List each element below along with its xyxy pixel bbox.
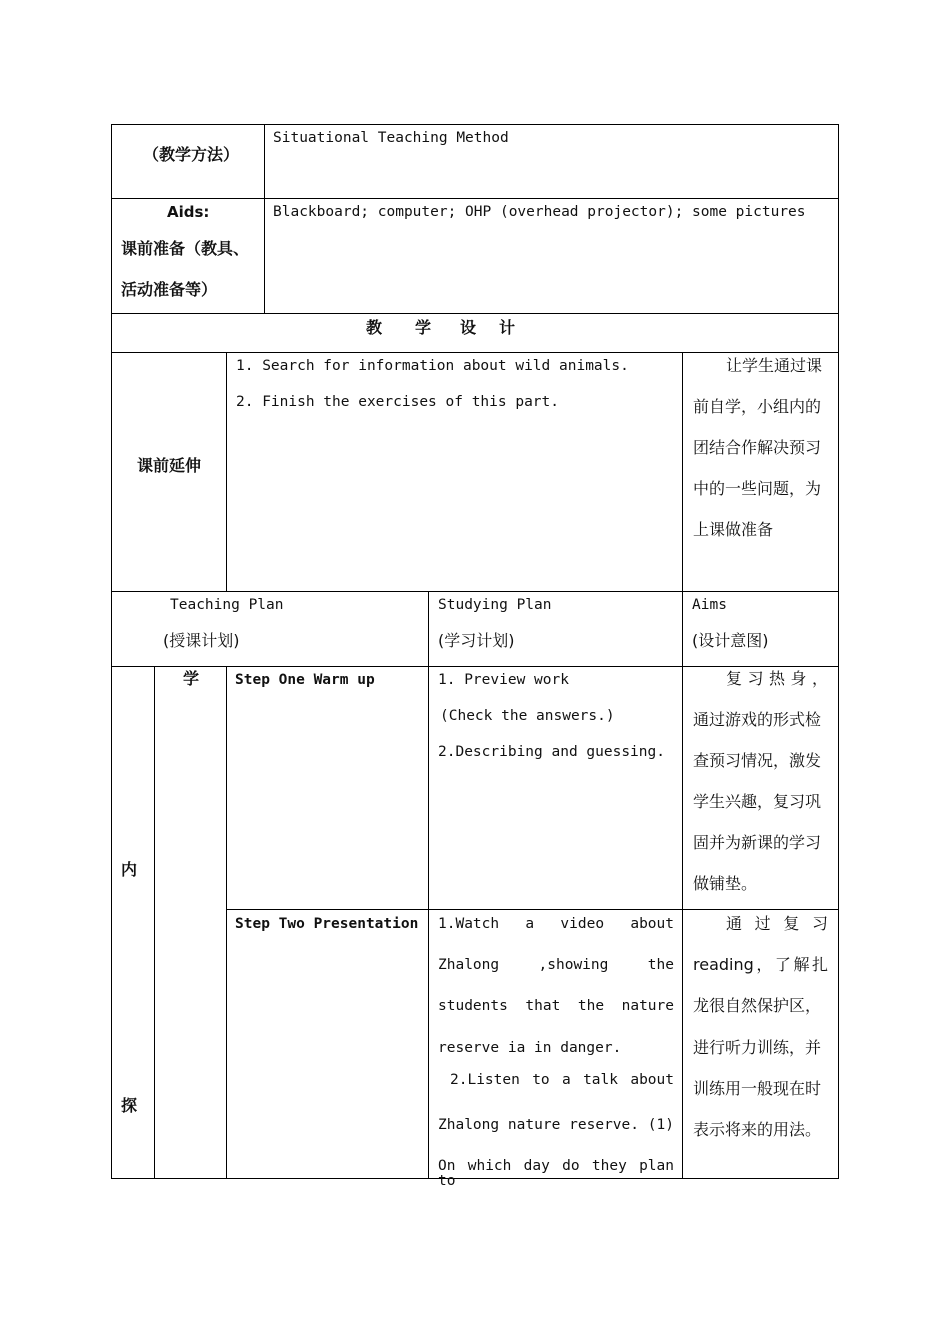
aim-line: 训练用一般现在时 xyxy=(693,1079,822,1098)
preview-item: 1. Search for information about wild animals. xyxy=(236,358,629,374)
rule xyxy=(838,124,839,1179)
study-line: 2.Listen to a talk about xyxy=(450,1072,674,1088)
preview-label: 课前延伸 xyxy=(137,456,202,475)
design-header-char: 学 xyxy=(415,318,432,337)
rule xyxy=(111,124,839,125)
aim-line: 让学生通过课 xyxy=(726,356,823,375)
rule xyxy=(111,666,839,667)
aim-line: 查预习情况，激发 xyxy=(693,751,822,770)
aim-line: 通过复习 xyxy=(726,914,828,933)
step-title: Step Two Presentation xyxy=(235,916,419,932)
aim-line: 前自学，小组内的 xyxy=(693,397,822,416)
aim-line: 龙很自然保护区， xyxy=(693,996,822,1015)
rule xyxy=(111,124,112,1179)
aim-line: reading，了解扎 xyxy=(693,955,828,974)
rule xyxy=(154,666,155,1179)
rule xyxy=(111,591,839,592)
side-label-learn: 学 xyxy=(183,669,200,688)
studying-plan-label: Studying Plan xyxy=(438,597,552,613)
study-line: Zhalong ,showing the xyxy=(438,957,674,973)
rule xyxy=(226,666,227,1179)
aids-label-zh-2: 活动准备等） xyxy=(121,280,218,299)
aims-label-zh: (设计意图) xyxy=(692,631,769,650)
aim-line: 中的一些问题，为 xyxy=(693,479,822,498)
aim-line: 团结合作解决预习 xyxy=(693,438,822,457)
rule xyxy=(111,198,839,199)
aims-label: Aims xyxy=(692,597,727,613)
method-label: （教学方法） xyxy=(143,145,240,164)
studying-plan-label-zh: (学习计划) xyxy=(438,631,515,650)
aim-line: 通过游戏的形式检 xyxy=(693,710,822,729)
step-title: Step One Warm up xyxy=(235,672,375,688)
rule xyxy=(264,124,265,314)
method-value: Situational Teaching Method xyxy=(273,130,509,146)
rule xyxy=(111,352,839,353)
side-label-explore: 探 xyxy=(121,1096,138,1115)
rule xyxy=(226,352,227,592)
study-line: 1.Watch a video about xyxy=(438,916,674,932)
preview-item: 2. Finish the exercises of this part. xyxy=(236,394,560,410)
aids-label: Aids: xyxy=(167,203,210,221)
side-label-content: 内 xyxy=(121,860,138,879)
aim-line: 进行听力训练，并 xyxy=(693,1038,822,1057)
aim-line: 做铺垫。 xyxy=(693,874,758,893)
aim-line: 固并为新课的学习 xyxy=(693,833,822,852)
design-header-char: 教 xyxy=(366,318,383,337)
rule xyxy=(428,591,429,1179)
study-line: students that the nature xyxy=(438,998,674,1014)
aim-line: 表示将来的用法。 xyxy=(693,1120,822,1139)
aim-line: 上课做准备 xyxy=(693,520,774,539)
study-line: On which day do they plan to xyxy=(438,1158,674,1189)
study-line: 1. Preview work xyxy=(438,672,569,688)
design-header-char: 设 xyxy=(460,318,477,337)
rule xyxy=(226,909,839,910)
rule xyxy=(111,313,839,314)
study-line: 2.Describing and guessing. xyxy=(438,744,665,760)
aids-value: Blackboard; computer; OHP (overhead projector); some pictures xyxy=(273,204,806,220)
design-header-char: 计 xyxy=(499,318,516,337)
teaching-plan-label: Teaching Plan xyxy=(170,597,284,613)
teaching-plan-label-zh: (授课计划) xyxy=(163,631,240,650)
study-line: Zhalong nature reserve. (1) xyxy=(438,1117,674,1133)
aim-line: 复习热身， xyxy=(726,669,828,688)
aids-label-zh-1: 课前准备（教具、 xyxy=(121,239,250,258)
study-line: reserve ia in danger. xyxy=(438,1040,622,1056)
aim-line: 学生兴趣，复习巩 xyxy=(693,792,822,811)
study-line: (Check the answers.) xyxy=(440,708,615,724)
rule xyxy=(682,352,683,1179)
